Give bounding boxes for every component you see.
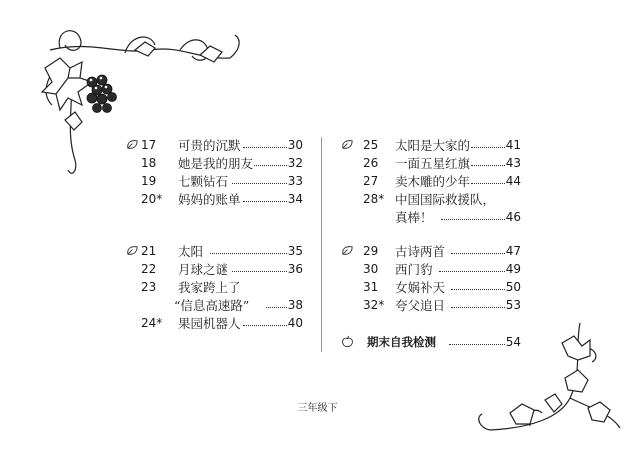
toc-entry[interactable] (343, 295, 521, 315)
lesson-title: 真棒！ (395, 210, 433, 225)
page-number: 36 (287, 262, 303, 276)
lesson-title: 卖木雕的少年 (395, 174, 471, 189)
lesson-title: 可贵的沉默 (178, 138, 241, 153)
page-number: 40 (287, 316, 303, 330)
page-number: 35 (287, 244, 303, 258)
leader-dots (243, 325, 287, 326)
leaf-icon (341, 138, 354, 151)
page-number: 38 (287, 298, 303, 312)
page-number: 32 (287, 156, 303, 170)
toc-entry-continuation[interactable] (128, 295, 303, 315)
lesson-title: 中国国际救援队， (395, 192, 496, 207)
toc-left-column (128, 135, 303, 355)
toc-entry-final-test[interactable] (343, 332, 521, 352)
page-number: 44 (505, 174, 521, 188)
column-divider (321, 137, 322, 352)
lesson-number: 22 (141, 262, 157, 276)
leader-dots (471, 147, 505, 148)
lesson-number: 31 (363, 280, 379, 294)
lesson-title: 妈妈的账单 (178, 192, 241, 207)
toc-entry[interactable] (128, 241, 303, 261)
toc-entry[interactable] (343, 277, 521, 297)
leader-dots (439, 271, 505, 272)
lesson-number: 25 (363, 138, 379, 152)
toc-entry[interactable] (128, 259, 303, 279)
lesson-number: 20* (141, 192, 163, 206)
page-number: 49 (505, 262, 521, 276)
lesson-title: 我家跨上了 (178, 280, 241, 295)
toc-entry[interactable] (343, 189, 521, 209)
toc-entry[interactable] (128, 135, 303, 155)
lesson-title: 果园机器人 (178, 316, 241, 331)
leader-dots (243, 147, 287, 148)
toc-entry[interactable] (343, 135, 521, 155)
lesson-number: 27 (363, 174, 379, 188)
page-number: 43 (505, 156, 521, 170)
lesson-number: 30 (363, 262, 379, 276)
leader-dots (254, 165, 287, 166)
page-number: 41 (505, 138, 521, 152)
lesson-title: 西门豹 (395, 262, 433, 277)
toc-entry[interactable] (128, 189, 303, 209)
page-number: 33 (287, 174, 303, 188)
leader-dots (243, 201, 287, 202)
lesson-title: 七颗钻石 (178, 174, 229, 189)
lesson-title: 太阳 (178, 244, 204, 259)
page-number: 54 (505, 335, 521, 349)
toc-entry[interactable] (128, 153, 303, 173)
toc-entry[interactable] (128, 171, 303, 191)
leader-dots (232, 183, 287, 184)
page-number: 50 (505, 280, 521, 294)
leader-dots (451, 289, 505, 290)
toc-entry[interactable] (128, 277, 303, 297)
apple-icon (341, 335, 354, 348)
lesson-title: 古诗两首 (395, 244, 446, 259)
lesson-number: 32* (363, 298, 385, 312)
lesson-number: 28* (363, 192, 385, 206)
leader-dots (441, 219, 505, 220)
lesson-title: 女娲补天 (395, 280, 446, 295)
lesson-title: 她是我的朋友 (178, 156, 254, 171)
leader-dots (449, 344, 505, 345)
leader-dots (451, 307, 505, 308)
page-footer: 三年级下 (297, 403, 338, 414)
lesson-title: 夸父追日 (395, 298, 446, 313)
leaf-icon (341, 244, 354, 257)
toc-entry[interactable] (343, 171, 521, 191)
page-number: 30 (287, 138, 303, 152)
page-number: 34 (287, 192, 303, 206)
toc-right-column (343, 135, 521, 355)
leaf-icon (126, 244, 139, 257)
leader-dots (471, 165, 505, 166)
leader-dots (471, 183, 505, 184)
lesson-number: 26 (363, 156, 379, 170)
toc-entry[interactable] (128, 313, 303, 333)
page-number: 46 (505, 210, 521, 224)
lesson-number: 29 (363, 244, 379, 258)
lesson-title: 一面五星红旗 (395, 156, 471, 171)
toc-entry[interactable] (343, 241, 521, 261)
lesson-number: 24* (141, 316, 163, 330)
lesson-number: 18 (141, 156, 157, 170)
lesson-title: 太阳是大家的 (395, 138, 471, 153)
lesson-number: 19 (141, 174, 157, 188)
toc-entry-continuation[interactable] (343, 207, 521, 227)
leaf-icon (126, 138, 139, 151)
lesson-title: 月球之谜 (178, 262, 229, 277)
lesson-number: 23 (141, 280, 157, 294)
page-number: 47 (505, 244, 521, 258)
leader-dots (210, 253, 287, 254)
lesson-number: 17 (141, 138, 157, 152)
leader-dots (266, 307, 287, 308)
lesson-number: 21 (141, 244, 157, 258)
page-number: 53 (505, 298, 521, 312)
toc-entry[interactable] (343, 153, 521, 173)
leader-dots (232, 271, 287, 272)
toc-entry[interactable] (343, 259, 521, 279)
leader-dots (451, 253, 505, 254)
lesson-title: “信息高速路” (174, 298, 250, 313)
lesson-title: 期末自我检测 (367, 335, 436, 349)
